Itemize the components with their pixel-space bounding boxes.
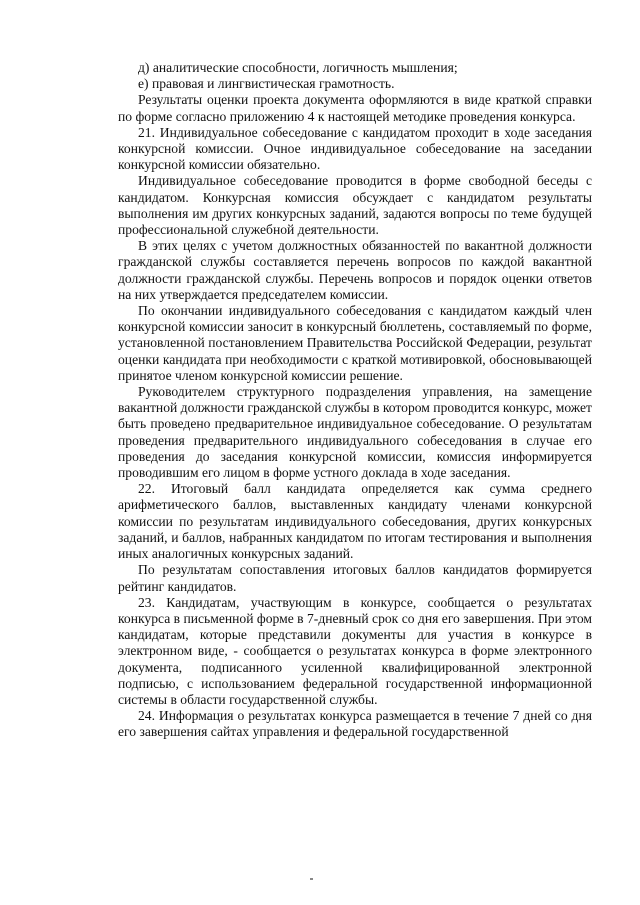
paragraph-22-final-score: 22. Итоговый балл кандидата определяется как сумма среднего арифметического баллов, выставленных кандидату членами конкурсной комиссии по результатам индивидуального собеседования, других конкурсных заданий, и баллов, набранных кандидатом по итогам тестирования и выполнения иных аналогичных конкурсных заданий. [118, 481, 592, 562]
paragraph-23-notification: 23. Кандидатам, участвующим в конкурсе, сообщается о результатах конкурса в письменной форме в 7-дневный срок со дня его завершения. При этом кандидатам, которые представили документы для участия в конкурсе в электронном виде, - сообщается о результатах конкурса в форме электронного документа, подписанного усиленной квалифицированной электронной подписью, с использованием федеральной государственной информационной системы в области государственной службы. [118, 594, 592, 707]
scan-mark [310, 878, 313, 880]
paragraph-interview-form: Индивидуальное собеседование проводится в форме свободной беседы с кандидатом. Конкурсная комиссия обсуждает с кандидатом результаты выполнения им других конкурсных заданий, задаются вопросы по теме будущей профессиональной служебной деятельности. [118, 173, 592, 238]
paragraph-preliminary-interview: Руководителем структурного подразделения управления, на замещение вакантной должности гражданской службы в котором проводится конкурс, может быть проведено предварительное индивидуальное собеседование. О результатам проведения предварительного индивидуального собеседования в случае его проведения до заседания конкурсной комиссии, комиссия информируется проводившим его лицом в форме устного доклада в ходе заседания. [118, 384, 592, 481]
paragraph-assessment-results: Результаты оценки проекта документа оформляются в виде краткой справки по форме согласно приложению 4 к настоящей методике проведения конкурса. [118, 92, 592, 124]
paragraph-question-list: В этих целях с учетом должностных обязанностей по вакантной должности гражданской службы составляется перечень вопросов по каждой вакантной должности гражданской службы. Перечень вопросов и порядок оценки ответов на них утверждается председателем комиссии. [118, 238, 592, 302]
paragraph-21-interview: 21. Индивидуальное собеседование с кандидатом проходит в ходе заседания конкурсной комиссии. Очное индивидуальное собеседование на заседании конкурсной комиссии обязательно. [118, 124, 592, 173]
paragraph-24-publication: 24. Информация о результатах конкурса размещается в течение 7 дней со дня его завершения сайтах управления и федеральной государственной [118, 708, 592, 740]
paragraph-rating: По результатам сопоставления итоговых баллов кандидатов формируется рейтинг кандидатов. [118, 562, 592, 594]
document-page [118, 60, 592, 741]
list-item-d: д) аналитические способности, логичность мышления; [138, 60, 458, 75]
list-item-e: е) правовая и лингвистическая грамотность. [138, 76, 395, 92]
paragraph-ballot: По окончании индивидуального собеседования с кандидатом каждый член конкурсной комиссии заносит в конкурсный бюллетень, составляемый по форме, установленной постановлением Правительства Российской Федерации, результат оценки кандидата при необходимости с краткой мотивировкой, обосновывающей принятое членом конкурсной комиссии решение. [118, 303, 592, 383]
